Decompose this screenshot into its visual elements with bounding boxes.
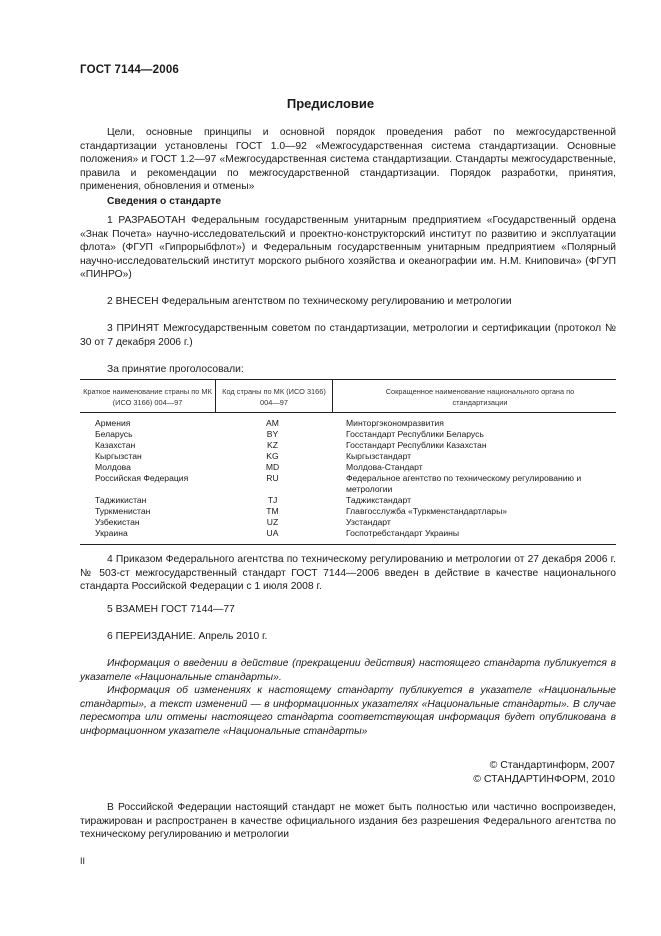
header-divider — [215, 380, 216, 412]
section-title: Сведения о стандарте — [107, 196, 222, 207]
country-cell: Украина — [95, 528, 128, 538]
voting-table — [80, 379, 616, 545]
item-4-enacted: 4 Приказом Федерального агентства по техническому регулированию и метрологии от 27 декабря 2006 г. № 503-ст межгосударственный стандарт ГОСТ 7144—2006 введен в действие в качестве национального стандарта Российской Федерации с 1 июля 2008 г. — [80, 554, 616, 593]
body-cell: Госстандарт Республики Казахстан — [346, 440, 487, 450]
code-cell: KG — [266, 451, 279, 461]
code-cell: KZ — [267, 440, 278, 450]
header-body: Сокращенное наименование национального органа по стандартизации — [385, 387, 575, 407]
code-cell: TM — [266, 506, 279, 516]
body-cell: Госпотребстандарт Украины — [346, 528, 460, 538]
country-cell: Узбекистан — [95, 517, 140, 527]
country-cell: Беларусь — [95, 429, 133, 439]
code-cell: UZ — [266, 517, 279, 527]
code-cell: RU — [266, 473, 279, 483]
standard-header: ГОСТ 7144—2006 — [80, 64, 180, 76]
copyright-2007: © Стандартинформ, 2007 — [489, 759, 615, 771]
country-cell: Кыргызстан — [95, 451, 142, 461]
page-number: II — [80, 856, 86, 866]
item-1-developed: 1 РАЗРАБОТАН Федеральным государственным унитарным предприятием «Государственный ордена «Знак Почета» научно-исследовательский и проектно-конструкторский институт по развитию и эксплуатации флота» (ФГУП «Гипрорыбфлот») и Федеральным государственным унитарным предприятием «Полярный научно-исследовательский институт морского рыбного хозяйства и океанографии им. Н.М. Книповича» (ФГУП «ПИНРО») — [80, 215, 616, 281]
item-5-replaces: 5 ВЗАМЕН ГОСТ 7144—77 — [107, 604, 235, 615]
copyright-2010: © СТАНДАРТИНФОРМ, 2010 — [473, 773, 615, 785]
code-cell: BY — [266, 429, 279, 439]
info-amendments-note: Информация об изменениях к настоящему стандарту публикуется в указателе «Национальные стандарты», а текст изменений — в информационных указателях «Национальные стандарты». В случае пересмотра или отмены настоящего стандарта соответствующая информация будет опубликована в информационном указателе «Национальные стандарты» — [80, 685, 616, 737]
legal-notice: В Российской Федерации настоящий стандарт не может быть полностью или частично воспроизведен, тиражирован и распространен в качестве официального издания без разрешения Федерального агентства по техническому регулированию и метрологии — [80, 802, 616, 841]
vote-caption: За принятие проголосовали: — [107, 364, 244, 375]
intro-paragraph: Цели, основные принципы и основной порядок проведения работ по межгосударственной стандартизации установлены ГОСТ 1.0—92 «Межгосударственная система стандартизации. Основные положения» и ГОСТ 1.2—97 «Межгосударственная система стандартизации. Стандарты межгосударственные, правила и рекомендации по межгосударственной стандартизации. Порядок разработки, принятия, применения, обновления и отмены» — [80, 127, 616, 193]
country-cell: Казахстан — [95, 440, 136, 450]
header-code: Код страны по МК (ИСО 3166) 004—97 — [222, 387, 326, 407]
country-cell: Армения — [95, 418, 131, 428]
code-cell: UA — [266, 528, 279, 538]
country-cell: Молдова — [95, 462, 131, 472]
body-cell: Федеральное агентство по техническому регулированию и метрологии — [346, 473, 582, 494]
body-cell: Узстандарт — [346, 517, 391, 527]
item-2-introduced: 2 ВНЕСЕН Федеральным агентством по техническому регулированию и метрологии — [107, 296, 512, 307]
country-cell: Таджикистан — [95, 495, 147, 505]
info-enactment-note: Информация о введении в действие (прекращении действия) настоящего стандарта публикуется в указателе «Национальные стандарты». — [80, 658, 616, 683]
code-cell: AM — [266, 418, 279, 428]
body-cell: Главгосслужба «Туркменстандартлары» — [346, 506, 508, 516]
code-cell: TJ — [267, 495, 278, 505]
body-cell: Кыргызстандарт — [346, 451, 412, 461]
header-country: Краткое наименование страны по МК (ИСО 3166) 004—97 — [83, 387, 212, 407]
country-cell: Российская Федерация — [95, 473, 189, 483]
code-cell: MD — [265, 462, 280, 472]
body-cell: Молдова-Стандарт — [346, 462, 423, 472]
item-6-reissue: 6 ПЕРЕИЗДАНИЕ. Апрель 2010 г. — [107, 631, 268, 642]
body-cell: Таджикстандарт — [346, 495, 412, 505]
header-divider — [332, 380, 333, 412]
item-3-adopted: 3 ПРИНЯТ Межгосударственным советом по стандартизации, метрологии и сертификации (протокол № 30 от 7 декабря 2006 г.) — [80, 323, 616, 348]
country-cell: Туркменистан — [95, 506, 151, 516]
body-cell: Минторгэкономразвития — [346, 418, 444, 428]
body-cell: Госстандарт Республики Беларусь — [346, 429, 484, 439]
page-title: Предисловие — [286, 96, 375, 111]
